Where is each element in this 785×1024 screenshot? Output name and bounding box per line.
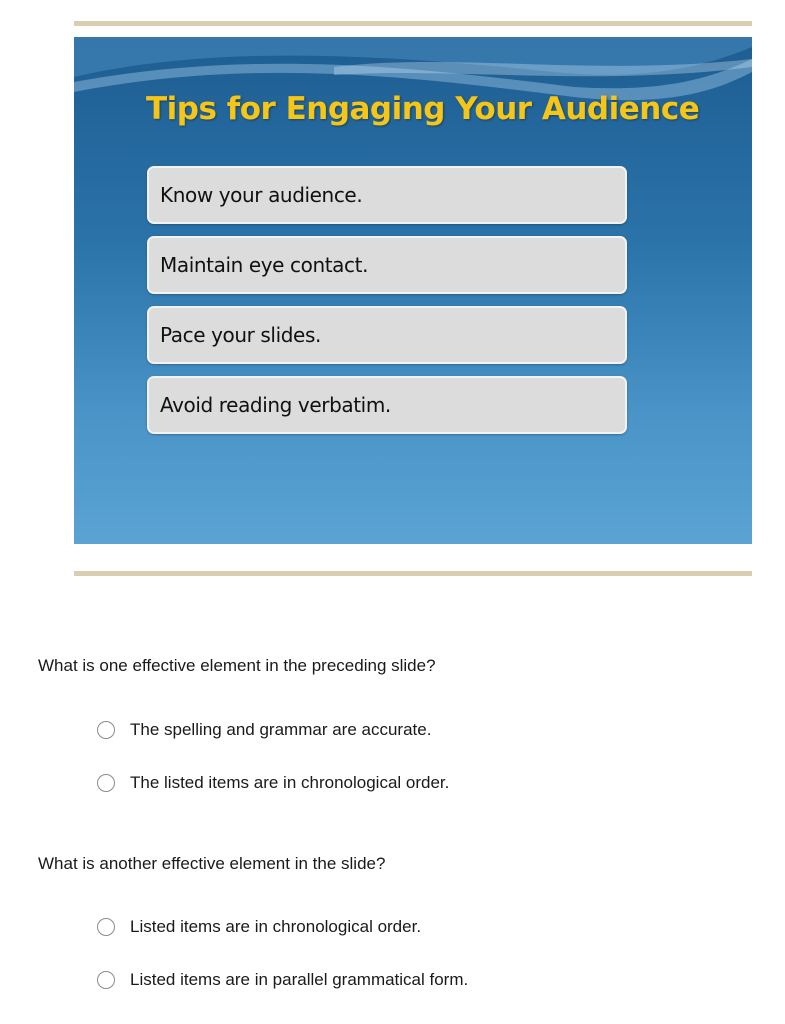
question-1-prompt: What is one effective element in the preceding slide? — [38, 656, 436, 675]
radio-button[interactable] — [97, 971, 115, 989]
tip-item: Avoid reading verbatim. — [147, 376, 627, 434]
option-label: The spelling and grammar are accurate. — [130, 720, 432, 739]
slide-title: Tips for Engaging Your Audience — [146, 91, 700, 127]
slide-image — [74, 37, 752, 544]
question-1-option-2[interactable] — [97, 772, 449, 794]
tip-item: Maintain eye contact. — [147, 236, 627, 294]
option-label: Listed items are in chronological order. — [130, 917, 422, 936]
question-2-option-2[interactable] — [97, 969, 468, 991]
radio-button[interactable] — [97, 918, 115, 936]
bottom-divider — [74, 571, 752, 576]
tip-item: Know your audience. — [147, 166, 627, 224]
radio-button[interactable] — [97, 721, 115, 739]
question-2-prompt: What is another effective element in the slide? — [38, 854, 386, 873]
radio-button[interactable] — [97, 774, 115, 792]
option-label: Listed items are in parallel grammatical form. — [130, 970, 469, 989]
question-1-option-1[interactable] — [97, 719, 431, 741]
option-label: The listed items are in chronological order. — [130, 773, 450, 792]
tip-item: Pace your slides. — [147, 306, 627, 364]
question-2-option-1[interactable] — [97, 916, 421, 938]
top-divider — [74, 21, 752, 26]
